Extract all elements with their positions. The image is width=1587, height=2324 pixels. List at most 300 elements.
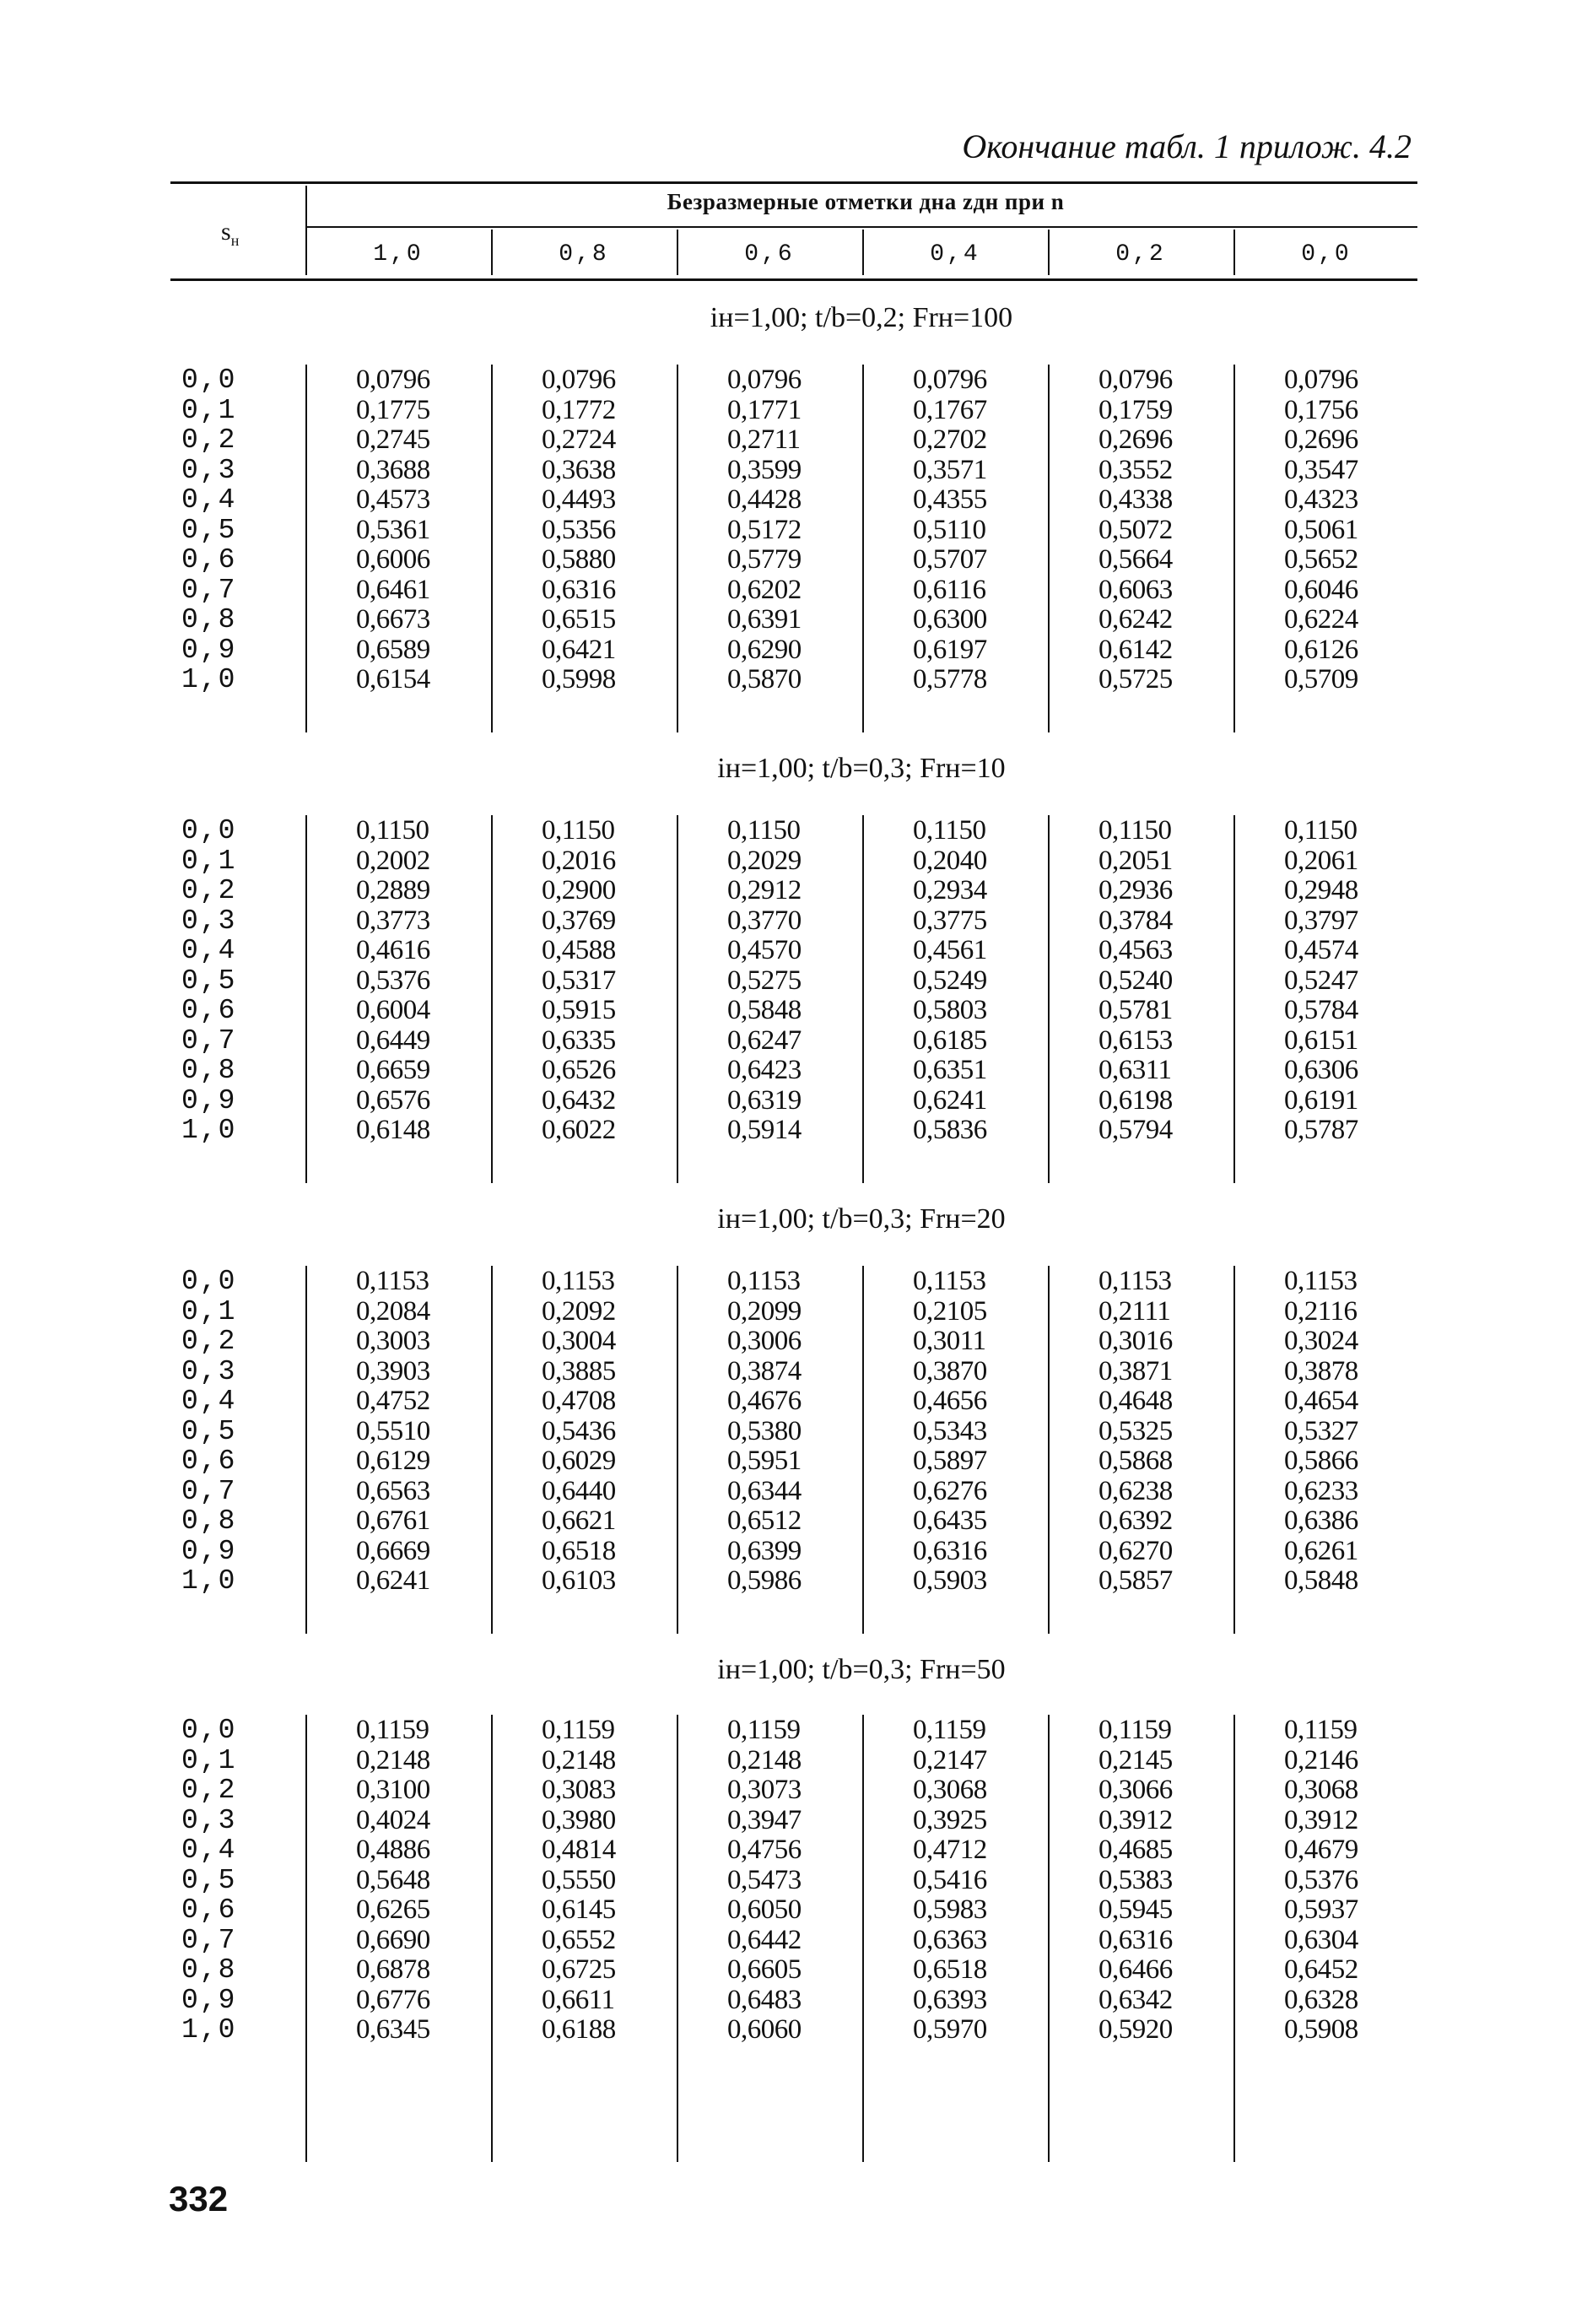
table-cell: 0,4676: [727, 1386, 802, 1416]
table-cell: 0,0796: [356, 365, 430, 395]
table-cell: 0,0796: [1284, 365, 1358, 395]
table-cell: 0,5794: [1098, 1115, 1173, 1145]
table-cell: 0,5707: [913, 544, 987, 575]
column-header: 0,4: [930, 241, 980, 268]
table-cell: 0,6659: [356, 1055, 430, 1085]
table-cell: 0,4654: [1284, 1386, 1358, 1416]
table-cell: 0,4428: [727, 484, 802, 515]
table-cell: 0,5361: [356, 514, 430, 545]
table-cell: 0,3073: [727, 1775, 802, 1805]
table-cell: 0,5510: [356, 1415, 430, 1446]
table-cell: 0,6129: [356, 1446, 430, 1476]
table-cell: 0,2016: [542, 845, 616, 876]
table-cell: 0,6483: [727, 1984, 802, 2015]
table-cell: 0,6142: [1098, 634, 1173, 665]
table-cell: 0,2099: [727, 1295, 802, 1327]
table-cell: 0,4561: [913, 935, 987, 965]
table-cell: 0,3638: [542, 454, 616, 485]
table-cell: 0,6265: [356, 1894, 430, 1925]
table-cell: 0,5275: [727, 965, 802, 996]
table-cell: 0,6029: [542, 1446, 616, 1476]
table-cell: 0,6311: [1098, 1055, 1172, 1085]
table-cell: 0,6576: [356, 1084, 430, 1116]
table-cell: 0,2711: [727, 424, 801, 455]
table-cell: 0,6611: [542, 1984, 615, 2015]
column-header: 0,8: [559, 241, 609, 268]
table-cell: 0,1772: [542, 394, 616, 425]
row-label: 0,3: [181, 1355, 237, 1387]
table-cell: 0,6673: [356, 604, 430, 635]
table-cell: 0,6449: [356, 1024, 430, 1056]
table-cell: 0,2696: [1284, 424, 1358, 455]
table-cell: 0,1150: [913, 815, 986, 846]
table-cell: 0,0796: [913, 365, 987, 395]
table-cell: 0,6233: [1284, 1475, 1358, 1506]
table-cell: 0,5836: [913, 1115, 987, 1145]
column-header: 0,0: [1301, 241, 1352, 268]
table-cell: 0,6345: [356, 2014, 430, 2045]
row-label: 0,2: [181, 1326, 237, 1357]
table-cell: 0,6153: [1098, 1024, 1173, 1056]
row-label: 0,1: [181, 1744, 237, 1776]
column-divider: [862, 1266, 864, 1634]
table-cell: 0,5803: [913, 995, 987, 1025]
table-cell: 0,6461: [356, 574, 430, 605]
table-cell: 0,6725: [542, 1954, 616, 1985]
table-cell: 0,6270: [1098, 1535, 1173, 1566]
table-cell: 0,5709: [1284, 664, 1358, 694]
table-cell: 0,2146: [1284, 1744, 1358, 1775]
table-cell: 0,1159: [727, 1715, 801, 1745]
table-cell: 0,6512: [727, 1505, 802, 1536]
column-header: 1,0: [373, 241, 424, 268]
table-cell: 0,2002: [356, 845, 430, 876]
table-cell: 0,6342: [1098, 1984, 1173, 2015]
table-cell: 0,6466: [1098, 1954, 1173, 1985]
table-cell: 0,6145: [542, 1894, 616, 1925]
table-cell: 0,1153: [356, 1266, 429, 1296]
table-cell: 0,5897: [913, 1446, 987, 1476]
table-cell: 0,6452: [1284, 1954, 1358, 1985]
table-cell: 0,3068: [913, 1775, 987, 1805]
table-cell: 0,6435: [913, 1505, 987, 1536]
row-label: 0,4: [181, 1835, 237, 1866]
table-cell: 0,1775: [356, 394, 430, 425]
table-cell: 0,3797: [1284, 905, 1358, 936]
table-cell: 0,2105: [913, 1295, 987, 1327]
table-cell: 0,2040: [913, 845, 987, 876]
table-cell: 0,2889: [356, 875, 430, 905]
table-cell: 0,6392: [1098, 1505, 1173, 1536]
table-cell: 0,5436: [542, 1415, 616, 1446]
table-cell: 0,1150: [1284, 815, 1358, 846]
table-cell: 0,6063: [1098, 574, 1173, 605]
table-cell: 0,6188: [542, 2014, 616, 2045]
table-cell: 0,1150: [1098, 815, 1172, 846]
table-cell: 0,2148: [356, 1744, 430, 1775]
table-cell: 0,4656: [913, 1386, 987, 1416]
column-divider: [491, 230, 493, 275]
table-cell: 0,2029: [727, 845, 802, 876]
column-header: 0,6: [744, 241, 795, 268]
table-cell: 0,3100: [356, 1775, 430, 1805]
table-cell: 0,5247: [1284, 965, 1358, 996]
column-divider: [1048, 1715, 1050, 2162]
table-cell: 0,5779: [727, 544, 802, 575]
row-label: 0,7: [181, 1024, 237, 1057]
row-label: 0,7: [181, 1924, 237, 1956]
table-cell: 0,5970: [913, 2014, 987, 2045]
table-cell: 0,4616: [356, 935, 430, 965]
table-cell: 0,6589: [356, 634, 430, 665]
table-cell: 0,3011: [913, 1326, 986, 1356]
row-label: 0,6: [181, 1446, 237, 1477]
table-cell: 0,3003: [356, 1326, 430, 1356]
column-divider: [677, 1715, 678, 2162]
row-label: 0,0: [181, 1266, 237, 1297]
row-label: 0,6: [181, 995, 237, 1026]
table-cell: 0,6776: [356, 1984, 430, 2015]
table-cell: 0,4648: [1098, 1386, 1173, 1416]
table-cell: 0,4574: [1284, 935, 1358, 965]
table-cell: 0,6238: [1098, 1475, 1173, 1506]
table-cell: 0,5473: [727, 1864, 802, 1895]
table-cell: 0,1153: [727, 1266, 801, 1296]
table-cell: 0,3024: [1284, 1326, 1358, 1356]
table-cell: 0,6103: [542, 1565, 616, 1596]
table-cell: 0,6432: [542, 1084, 616, 1116]
table-cell: 0,1756: [1284, 394, 1358, 425]
table-cell: 0,1159: [356, 1715, 429, 1745]
table-cell: 0,3784: [1098, 905, 1173, 936]
column-divider: [305, 365, 307, 732]
table-cell: 0,4563: [1098, 935, 1173, 965]
table-cell: 0,1767: [913, 394, 987, 425]
table-cell: 0,5061: [1284, 514, 1358, 545]
table-cell: 0,6878: [356, 1954, 430, 1985]
table-cell: 0,6148: [356, 1115, 430, 1145]
table-cell: 0,3903: [356, 1355, 430, 1386]
table-cell: 0,6247: [727, 1024, 802, 1056]
table-cell: 0,3925: [913, 1804, 987, 1835]
table-cell: 0,5857: [1098, 1565, 1173, 1596]
table-cell: 0,3016: [1098, 1326, 1173, 1356]
table-cell: 0,0796: [727, 365, 802, 395]
table-cell: 0,1153: [1098, 1266, 1172, 1296]
row-label: 0,5: [181, 514, 237, 546]
table-cell: 0,1153: [542, 1266, 615, 1296]
row-label: 0,5: [181, 1864, 237, 1896]
table-cell: 0,3980: [542, 1804, 616, 1835]
column-divider: [862, 1715, 864, 2162]
table-cell: 0,3912: [1098, 1804, 1173, 1835]
row-label: 0,8: [181, 1954, 237, 1986]
table-cell: 0,4493: [542, 484, 616, 515]
section-title: iн=1,00; t/b=0,2; Frн=100: [710, 302, 1013, 333]
row-label: 0,1: [181, 1295, 237, 1327]
row-label: 0,8: [181, 604, 237, 635]
table-cell: 0,5725: [1098, 664, 1173, 694]
row-label: 0,7: [181, 574, 237, 606]
table-cell: 0,5325: [1098, 1415, 1173, 1446]
table-cell: 0,5848: [727, 995, 802, 1025]
table-cell: 0,6316: [913, 1535, 987, 1566]
table-cell: 0,3871: [1098, 1355, 1173, 1386]
table-cell: 0,5072: [1098, 514, 1173, 545]
row-label: 0,8: [181, 1055, 237, 1086]
table-cell: 0,6290: [727, 634, 802, 665]
table-cell: 0,3775: [913, 905, 987, 936]
table-cell: 0,6306: [1284, 1055, 1358, 1085]
column-divider: [677, 815, 678, 1183]
table-cell: 0,5848: [1284, 1565, 1358, 1596]
row-label: 0,4: [181, 484, 237, 516]
table-cell: 0,6022: [542, 1115, 616, 1145]
table-cell: 0,4708: [542, 1386, 616, 1416]
row-label: 0,9: [181, 1535, 237, 1567]
table-cell: 0,6669: [356, 1535, 430, 1566]
table-cell: 0,6335: [542, 1024, 616, 1056]
column-header: 0,2: [1115, 241, 1166, 268]
table-cell: 0,6423: [727, 1055, 802, 1085]
table-header-bottom-rule: [170, 278, 1417, 281]
table-cell: 0,3083: [542, 1775, 616, 1805]
table-cell: 0,6060: [727, 2014, 802, 2045]
row-label: 0,4: [181, 1386, 237, 1417]
table-cell: 0,1159: [1098, 1715, 1172, 1745]
table-cell: 0,6154: [356, 664, 430, 694]
table-cell: 0,6440: [542, 1475, 616, 1506]
row-label: 0,9: [181, 1984, 237, 2016]
table-cell: 0,5870: [727, 664, 802, 694]
table-cell: 0,0796: [1098, 365, 1173, 395]
table-cell: 0,2148: [727, 1744, 802, 1775]
table-cell: 0,4756: [727, 1835, 802, 1865]
table-cell: 0,6442: [727, 1924, 802, 1955]
table-cell: 0,6202: [727, 574, 802, 605]
row-label: 0,5: [181, 965, 237, 997]
column-divider: [305, 1266, 307, 1634]
table-cell: 0,4024: [356, 1804, 430, 1835]
table-cell: 0,6563: [356, 1475, 430, 1506]
table-cell: 0,5240: [1098, 965, 1173, 996]
table-cell: 0,5868: [1098, 1446, 1173, 1476]
table-cell: 0,3878: [1284, 1355, 1358, 1386]
row-label: 0,3: [181, 905, 237, 937]
table-cell: 0,5915: [542, 995, 616, 1025]
row-label: 0,5: [181, 1415, 237, 1447]
table-cell: 0,1153: [1284, 1266, 1358, 1296]
table-cell: 0,3770: [727, 905, 802, 936]
table-cell: 0,6276: [913, 1475, 987, 1506]
table-cell: 0,5945: [1098, 1894, 1173, 1925]
column-divider: [862, 365, 864, 732]
table-cell: 0,1153: [913, 1266, 986, 1296]
table-cell: 0,5383: [1098, 1864, 1173, 1895]
table-cell: 0,5787: [1284, 1115, 1358, 1145]
table-cell: 0,2948: [1284, 875, 1358, 905]
table-cell: 0,6621: [542, 1505, 616, 1536]
table-cell: 0,5110: [913, 514, 986, 545]
table-cell: 0,5914: [727, 1115, 802, 1145]
table-cell: 0,3874: [727, 1355, 802, 1386]
table-cell: 0,6151: [1284, 1024, 1358, 1056]
table-cell: 0,6116: [913, 574, 986, 605]
table-cell: 0,2912: [727, 875, 802, 905]
table-cell: 0,6690: [356, 1924, 430, 1955]
page-number: 332: [169, 2179, 229, 2219]
table-cell: 0,6316: [542, 574, 616, 605]
table-cell: 0,6386: [1284, 1505, 1358, 1536]
table-cell: 0,5986: [727, 1565, 802, 1596]
table-cell: 0,6241: [913, 1084, 987, 1116]
row-label: 0,0: [181, 815, 237, 846]
table-cell: 0,6363: [913, 1924, 987, 1955]
table-cell: 0,2051: [1098, 845, 1173, 876]
table-cell: 0,2936: [1098, 875, 1173, 905]
column-divider: [1233, 1266, 1235, 1634]
column-divider: [305, 815, 307, 1183]
row-label: 0,0: [181, 1715, 237, 1746]
column-divider: [1048, 815, 1050, 1183]
column-divider: [677, 365, 678, 732]
row-header: $s_н$: [221, 218, 240, 249]
table-cell: 0,3947: [727, 1804, 802, 1835]
table-cell: 0,6761: [356, 1505, 430, 1536]
table-cell: 0,0796: [542, 365, 616, 395]
table-cell: 0,5380: [727, 1415, 802, 1446]
table-cell: 0,5920: [1098, 2014, 1173, 2045]
table-cell: 0,6351: [913, 1055, 987, 1085]
table-cell: 0,4573: [356, 484, 430, 515]
section-title: iн=1,00; t/b=0,3; Frн=10: [717, 753, 1006, 784]
column-divider: [677, 1266, 678, 1634]
row-label: 0,2: [181, 875, 237, 906]
table-cell: 0,6006: [356, 544, 430, 575]
column-divider: [1233, 365, 1235, 732]
column-divider: [491, 815, 493, 1183]
row-label: 1,0: [181, 2014, 237, 2046]
table-cell: 0,3552: [1098, 454, 1173, 485]
table-cell: 0,2145: [1098, 1744, 1173, 1775]
table-cell: 0,6242: [1098, 604, 1173, 635]
table-cell: 0,6191: [1284, 1084, 1358, 1116]
table-cell: 0,6518: [542, 1535, 616, 1566]
column-divider: [491, 1715, 493, 2162]
table-cell: 0,2702: [913, 424, 987, 455]
table-cell: 0,1771: [727, 394, 802, 425]
table-cell: 0,6518: [913, 1954, 987, 1985]
table-cell: 0,2745: [356, 424, 430, 455]
table-cell: 0,1159: [542, 1715, 615, 1745]
column-divider: [305, 1715, 307, 2162]
table-cell: 0,3571: [913, 454, 987, 485]
table-cell: 0,6197: [913, 634, 987, 665]
table-cell: 0,5172: [727, 514, 802, 545]
row-label: 0,2: [181, 424, 237, 456]
table-cell: 0,6319: [727, 1084, 802, 1116]
row-label: 0,6: [181, 1894, 237, 1926]
table-cell: 0,5249: [913, 965, 987, 996]
column-divider: [862, 230, 864, 275]
table-cell: 0,6515: [542, 604, 616, 635]
column-divider: [491, 365, 493, 732]
table-cell: 0,6391: [727, 604, 802, 635]
table-cell: 0,4679: [1284, 1835, 1358, 1865]
table-cell: 0,5327: [1284, 1415, 1358, 1446]
table-cell: 0,5376: [356, 965, 430, 996]
column-divider: [1233, 1715, 1235, 2162]
table-cell: 0,5880: [542, 544, 616, 575]
table-cell: 0,2696: [1098, 424, 1173, 455]
table-cell: 0,6393: [913, 1984, 987, 2015]
table-cell: 0,6046: [1284, 574, 1358, 605]
table-top-rule: [170, 181, 1417, 184]
column-divider: [1048, 1266, 1050, 1634]
row-label: 0,0: [181, 365, 237, 396]
column-divider: [1048, 230, 1050, 275]
table-cell: 0,6328: [1284, 1984, 1358, 2015]
table-cell: 0,6224: [1284, 604, 1358, 635]
table-cell: 0,6316: [1098, 1924, 1173, 1955]
table-cell: 0,2724: [542, 424, 616, 455]
table-cell: 0,5866: [1284, 1446, 1358, 1476]
table-cell: 0,6126: [1284, 634, 1358, 665]
table-cell: 0,3004: [542, 1326, 616, 1356]
row-label: 0,9: [181, 634, 237, 666]
table-cell: 0,1759: [1098, 394, 1173, 425]
table-cell: 0,2084: [356, 1295, 430, 1327]
row-label: 0,7: [181, 1475, 237, 1507]
span-header: Безразмерные отметки дна zдн при n: [667, 189, 1065, 214]
table-cell: 0,1150: [727, 815, 801, 846]
column-divider: [305, 186, 307, 275]
row-label: 0,1: [181, 845, 237, 877]
table-cell: 0,5648: [356, 1864, 430, 1895]
row-label: 1,0: [181, 1565, 237, 1597]
table-cell: 0,4685: [1098, 1835, 1173, 1865]
table-cell: 0,3912: [1284, 1804, 1358, 1835]
table-cell: 0,2116: [1284, 1295, 1358, 1327]
table-cell: 0,5376: [1284, 1864, 1358, 1895]
row-label: 1,0: [181, 664, 237, 695]
table-cell: 0,6261: [1284, 1535, 1358, 1566]
table-cell: 0,3773: [356, 905, 430, 936]
table-cell: 0,4570: [727, 935, 802, 965]
section-title: iн=1,00; t/b=0,3; Frн=50: [717, 1654, 1006, 1685]
section-title: iн=1,00; t/b=0,3; Frн=20: [717, 1203, 1006, 1235]
table-cell: 0,5356: [542, 514, 616, 545]
table-cell: 0,4712: [913, 1835, 987, 1865]
table-cell: 0,3769: [542, 905, 616, 936]
table-cell: 0,6004: [356, 995, 430, 1025]
table-cell: 0,2900: [542, 875, 616, 905]
table-cell: 0,5416: [913, 1864, 987, 1895]
row-label: 1,0: [181, 1115, 237, 1146]
table-cell: 0,3006: [727, 1326, 802, 1356]
table-cell: 0,4338: [1098, 484, 1173, 515]
table-cell: 0,2061: [1284, 845, 1358, 876]
table-cell: 0,4323: [1284, 484, 1358, 515]
table-cell: 0,1159: [913, 1715, 986, 1745]
table-cell: 0,3870: [913, 1355, 987, 1386]
table-cell: 0,5550: [542, 1864, 616, 1895]
span-header-rule: [305, 226, 1417, 228]
table-cell: 0,6552: [542, 1924, 616, 1955]
table-cell: 0,4355: [913, 484, 987, 515]
column-divider: [1233, 230, 1235, 275]
row-label: 0,3: [181, 1804, 237, 1836]
